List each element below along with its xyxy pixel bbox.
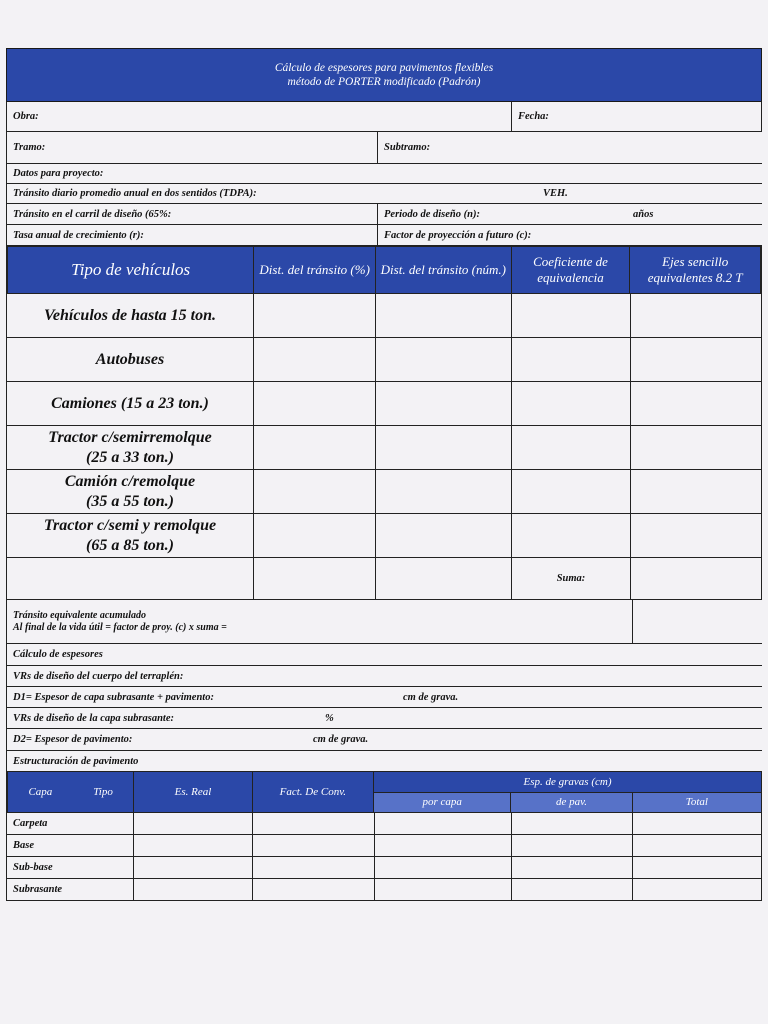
coef-cell[interactable] [512,470,631,513]
ejes-cell[interactable] [631,514,762,557]
factor-field[interactable]: Factor de proyección a futuro (c): [377,225,761,245]
dist-num-cell[interactable] [376,338,512,381]
coef-cell[interactable] [512,514,631,557]
title-line-1: Cálculo de espesores para pavimentos flexibles [274,62,494,74]
datos-label: Datos para proyecto: [13,168,104,179]
vrs-terr-row [6,666,762,687]
vehicle-row [6,382,762,426]
title-line-2: método de PORTER modificado (Padrón) [287,76,481,88]
total-cell[interactable] [633,857,762,878]
dist-pct-cell[interactable] [254,294,376,337]
dist-num-cell[interactable] [376,382,512,425]
de-pav-cell[interactable] [512,879,633,900]
subtramo-field[interactable]: Subtramo: [377,132,761,163]
por-capa-cell[interactable] [375,879,512,900]
vrs-terr-field[interactable]: VRs de diseño del cuerpo del terraplén: [13,670,184,682]
dist-pct-cell[interactable] [254,514,376,557]
dist-num-cell[interactable] [376,294,512,337]
struct-row [6,857,762,879]
suma-value[interactable] [631,558,762,599]
struct-row [6,813,762,835]
veh-label: VEH. [543,188,568,199]
ejes-cell[interactable] [631,426,762,469]
row-carril [6,204,762,225]
col-capa-tipo [7,772,134,812]
tdpa-label[interactable]: Tránsito diario promedio anual en dos sentidos (TDPA): [13,188,257,199]
dist-num-cell[interactable] [376,514,512,557]
layer-name: Base [6,835,134,856]
dist-num-cell[interactable] [376,470,512,513]
accum-row [6,600,762,644]
de-pav-cell[interactable] [512,835,633,856]
dist-num-cell[interactable] [376,426,512,469]
ejes-cell[interactable] [631,338,762,381]
vrs-sub-unit: % [325,712,334,724]
ejes-cell[interactable] [631,294,762,337]
dist-pct-cell[interactable] [254,470,376,513]
vehicle-row [6,338,762,382]
layer-name: Carpeta [6,813,134,834]
carril-field[interactable]: Tránsito en el carril de diseño (65%: [13,208,172,220]
calc-title: Cálculo de espesores [13,649,103,660]
fact-cell[interactable] [253,835,375,856]
por-capa-cell[interactable] [375,857,512,878]
anos-label: años [633,208,654,220]
col-de-pav: de pav. [511,793,632,812]
ejes-cell[interactable] [631,470,762,513]
vehicle-table-header [6,246,762,294]
coef-cell[interactable] [512,338,631,381]
coef-cell[interactable] [512,382,631,425]
vehicle-type: Camiones (15 a 23 ton.) [6,382,254,425]
fact-cell[interactable] [253,879,375,900]
vehicle-row [6,514,762,558]
esp-gravas-title: Esp. de gravas (cm) [374,772,761,793]
row-obra [6,102,762,132]
col-fact-conv: Fact. De Conv. [253,772,374,812]
total-cell[interactable] [633,813,762,834]
accum-label: Tránsito equivalente acumulado Al final de la vida útil = factor de proy. (c) x suma = [13,609,227,633]
fact-cell[interactable] [253,813,375,834]
col-esp-gravas [374,772,761,812]
vehicle-type: Autobuses [6,338,254,381]
col-dist-num: Dist. del tránsito (núm.) [376,247,512,293]
col-por-capa: por capa [374,793,511,812]
coef-cell[interactable] [512,294,631,337]
es-real-cell[interactable] [134,835,253,856]
struct-row [6,879,762,901]
de-pav-cell[interactable] [512,857,633,878]
vehicle-row [6,426,762,470]
vrs-sub-row [6,708,762,729]
col-tipo: Tipo [93,786,113,798]
col-tipo-vehiculos: Tipo de vehículos [7,247,254,293]
tramo-field[interactable]: Tramo: [13,142,46,153]
vehicle-type: Tractor c/semi y remolque (65 a 85 ton.) [6,514,254,557]
dist-pct-cell[interactable] [254,426,376,469]
dist-pct-cell[interactable] [254,338,376,381]
obra-field[interactable]: Obra: [13,111,39,122]
row-tramo [6,132,762,164]
vrs-sub-field[interactable]: VRs de diseño de la capa subrasante: [13,712,175,724]
col-dist-pct: Dist. del tránsito (%) [254,247,376,293]
vehicle-row [6,470,762,514]
d2-field[interactable]: D2= Espesor de pavimento: [13,734,133,745]
total-cell[interactable] [633,835,762,856]
suma-row [6,558,762,600]
col-total: Total [685,796,708,809]
col-coeficiente: Coeficiente de equivalencia [512,247,631,293]
col-capa: Capa [28,786,53,798]
es-real-cell[interactable] [134,813,253,834]
de-pav-cell[interactable] [512,813,633,834]
layer-name: Subrasante [6,879,134,900]
tasa-field[interactable]: Tasa anual de crecimiento (r): [13,229,144,241]
dist-pct-cell[interactable] [254,382,376,425]
total-cell[interactable] [633,879,762,900]
d2-row [6,729,762,751]
row-tdpa [6,184,762,204]
fecha-field[interactable]: Fecha: [511,102,761,131]
row-datos [6,164,762,184]
estruct-title: Estructuración de pavimento [13,755,139,767]
es-real-cell[interactable] [134,879,253,900]
coef-cell[interactable] [512,426,631,469]
row-tasa [6,225,762,246]
vehicle-row [6,294,762,338]
vehicle-type: Vehículos de hasta 15 ton. [6,294,254,337]
periodo-field[interactable]: Periodo de diseño (n): [377,204,627,224]
fact-cell[interactable] [253,857,375,878]
form-title [6,48,762,102]
layer-name: Sub-base [6,857,134,878]
form-sheet [6,48,762,901]
accum-value[interactable] [632,600,761,643]
calc-title-row [6,644,762,666]
struct-table-header [6,771,762,813]
d1-field[interactable]: D1= Espesor de capa subrasante + pavimento: [13,691,214,703]
struct-row [6,835,762,857]
vehicle-type: Tractor c/semirremolque (25 a 33 ton.) [6,426,254,469]
ejes-cell[interactable] [631,382,762,425]
d1-row [6,687,762,708]
por-capa-cell[interactable] [375,813,512,834]
suma-label: Suma: [512,558,631,599]
vehicle-type: Camión c/remolque (35 a 55 ton.) [6,470,254,513]
estruct-row [6,751,762,771]
d1-unit: cm de grava. [403,691,459,703]
es-real-cell[interactable] [134,857,253,878]
por-capa-cell[interactable] [375,835,512,856]
col-ejes: Ejes sencillo equivalentes 8.2 T [630,247,761,293]
d2-unit: cm de grava. [313,734,369,745]
col-es-real: Es. Real [134,772,252,812]
